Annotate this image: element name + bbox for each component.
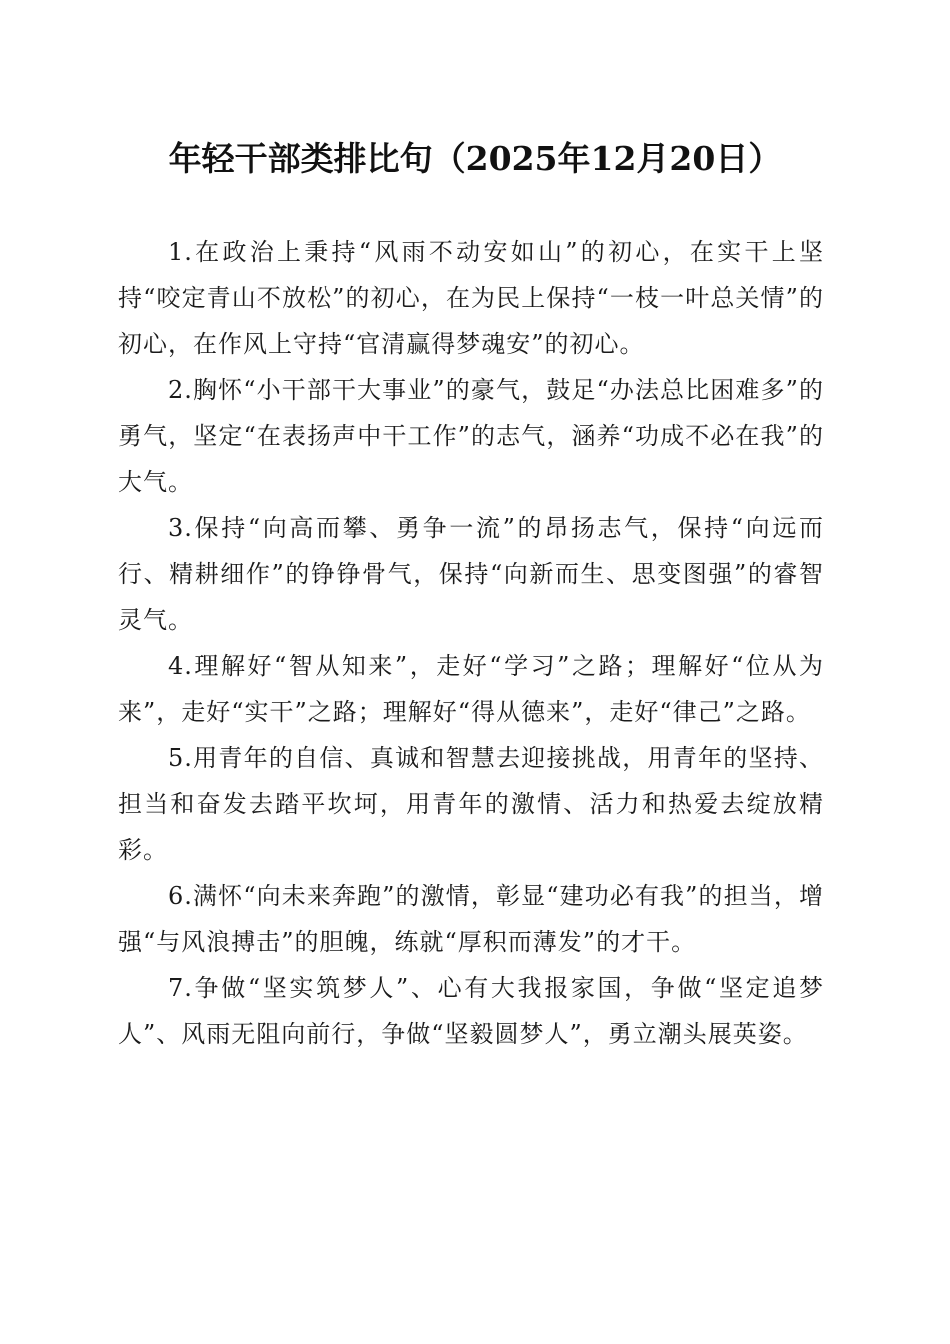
- paragraph-3: 3.保持“向高而攀、勇争一流”的昂扬志气，保持“向远而行、精耕细作”的铮铮骨气，保持“向新而生、思变图强”的睿智灵气。: [118, 514, 824, 634]
- document-body: [118, 229, 824, 1057]
- paragraph-2: 2.胸怀“小干部干大事业”的豪气，鼓足“办法总比困难多”的勇气，坚定“在表扬声中干工作”的志气，涵养“功成不必在我”的大气。: [118, 376, 824, 496]
- paragraph-1: 1.在政治上秉持“风雨不动安如山”的初心，在实干上坚持“咬定青山不放松”的初心，在为民上保持“一枝一叶总关情”的初心，在作风上守持“官清赢得梦魂安”的初心。: [118, 238, 824, 358]
- paragraph-6: 6.满怀“向未来奔跑”的激情，彰显“建功必有我”的担当，增强“与风浪搏击”的胆魄，练就“厚积而薄发”的才干。: [118, 882, 824, 956]
- paragraph-5: 5.用青年的自信、真诚和智慧去迎接挑战，用青年的坚持、担当和奋发去踏平坎坷，用青年的激情、活力和热爱去绽放精彩。: [118, 744, 824, 864]
- document-title: 年轻干部类排比句（2025年12月20日）: [168, 139, 782, 178]
- paragraph-7: 7.争做“坚实筑梦人”、心有大我报家国，争做“坚定追梦人”、风雨无阻向前行，争做“坚毅圆梦人”，勇立潮头展英姿。: [118, 974, 824, 1048]
- paragraph-4: 4.理解好“智从知来”，走好“学习”之路；理解好“位从为来”，走好“实干”之路；理解好“得从德来”，走好“律己”之路。: [118, 652, 824, 726]
